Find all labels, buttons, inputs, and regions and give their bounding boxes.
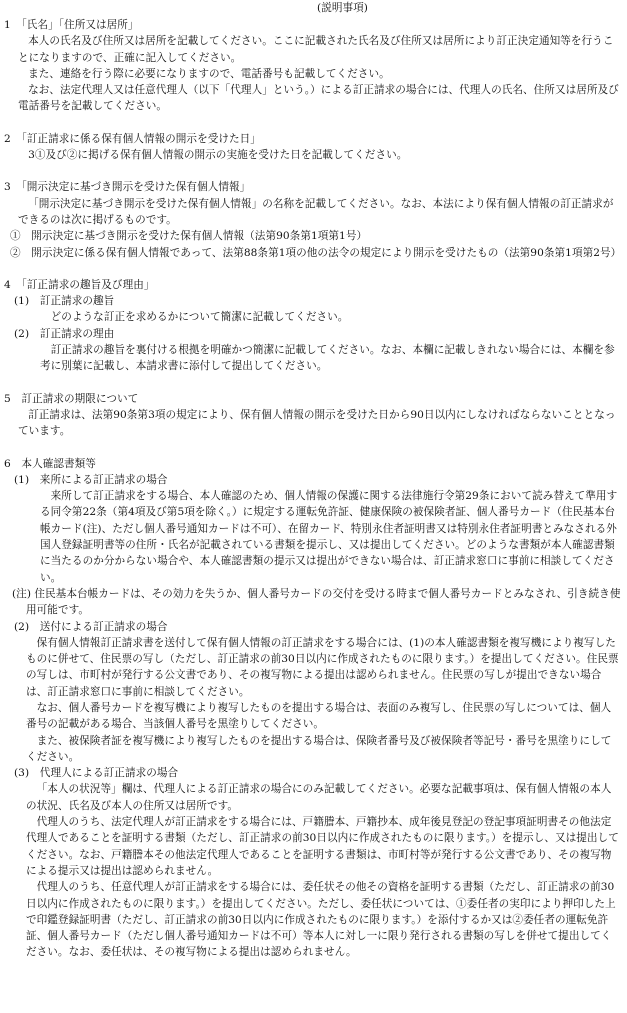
- subsection-heading: (2) 訂正請求の理由: [14, 327, 115, 340]
- section-4: [4, 277, 621, 375]
- subsection-body: なお、個人番号カードを複写機により複写したものを提出する場合は、表面のみ複写し、住民票の写しについては、個人番号の記載がある場合、当該個人番号を黒塗りしてください。: [26, 701, 612, 731]
- section-3: [4, 179, 621, 260]
- section-heading: 3 「開示決定に基づき開示を受けた保有個人情報」: [4, 181, 251, 194]
- subsection-body: 「本人の状況等」欄は、代理人による訂正請求の場合にのみ記載してください。必要な記載事項は、保有個人情報の本人の状況、氏名及び本人の住所又は居所です。: [26, 783, 612, 812]
- subsection-body: 保有個人情報訂正請求書を送付して保有個人情報の訂正請求をする場合には、(1)の本人確認書類を複写機により複写したものに併せて、住民票の写し（ただし、訂正請求の前30日以内に作成されたものに限ります。）を提出してください。住民票の写しは、市町村が発行する公文書であり、その複写物による提出は認められません。住民票の写しが提出できない場合は、訂正請求窓口に事前に相談してください。: [26, 636, 619, 698]
- subsection-body: 来所して訂正請求をする場合、本人確認のため、個人情報の保護に関する法律施行令第29条において読み替えて準用する同令第22条（第4項及び第5項を除く。）に規定する運転免許証、健康保険の被保険者証、個人番号カード（住民基本台帳カード(注)、ただし個人番号通知カードは不可）、在留カード、特別永住者証明書又は特別永住者証明書とみなされる外国人登録証明書等の住所・氏名が記載されている書類を提示し、又は提出してください。どのような書類が本人確認書類に当たるのか分からない場合や、本人確認書類の提示又は提出ができない場合は、訂正請求窓口に事前に相談してください。: [40, 490, 618, 584]
- section-2: [4, 131, 621, 164]
- subsection-heading: (3) 代理人による訂正請求の場合: [14, 767, 179, 780]
- section-paragraph: 3①及び②に掲げる保有個人情報の開示の実施を受けた日を記載してください。: [28, 149, 408, 162]
- subsection-body: どのような訂正を求めるかについて簡潔に記載してください。: [50, 311, 349, 324]
- subsection-body: 代理人のうち、任意代理人が訂正請求をする場合には、委任状その他その資格を証明する書類（ただし、訂正請求の前30日以内に作成されたものに限ります。）を提出してください。ただし、委任状については、①委任者の実印により押印した上で印鑑登録証明書（ただし、訂正請求の前30日以内に作成されたものに限ります。）を添付するか又は②委任者の運転免許証、個人番号カード（ただし個人番号通知カードは不可）等本人に対し一に限り発行される書類の写しを併せて提出してください。なお、委任状は、その複写物による提出は認められません。: [26, 881, 616, 959]
- section-heading: 1 「氏名」「住所又は居所」: [4, 19, 139, 31]
- list-item: ② 開示決定に係る保有個人情報であって、法第88条第1項の他の法令の規定により開示を受けたもの（法第90条第1項第2号）: [10, 246, 622, 259]
- section-6: [4, 456, 621, 961]
- section-paragraph: 「開示決定に基づき開示を受けた保有個人情報」の名称を記載してください。なお、本法により保有個人情報の訂正請求ができるのは次に掲げるものです。: [18, 197, 614, 226]
- subsection-body: また、被保険者証を複写機により複写したものを提出する場合は、保険者番号及び被保険者等記号・番号を黒塗りにしてください。: [26, 734, 612, 763]
- section-heading: 4 「訂正請求の趣旨及び理由」: [4, 278, 155, 291]
- subsection-body: 訂正請求の趣旨を裏付ける根拠を明確かつ簡潔に記載してください。なお、本欄に記載しきれない場合には、本欄を参考に別葉に記載し、本請求書に添付して提出してください。: [40, 344, 615, 373]
- section-paragraph: また、連絡を行う際に必要になりますので、電話番号も記載してください。: [28, 67, 390, 80]
- section-heading: 6 本人確認書類等: [4, 457, 96, 470]
- section-paragraph: 訂正請求は、法第90条第3項の規定により、保有個人情報の開示を受けた日から90日以内にしなければならないこととなっています。: [18, 408, 616, 438]
- section-heading: 2 「訂正請求に係る保有個人情報の開示を受けた日」: [4, 132, 261, 145]
- section-paragraph: 本人の氏名及び住所又は居所を記載してください。ここに記載された氏名及び住所又は居所により訂正決定通知等を行うことになりますので、正確に記入してください。: [18, 35, 614, 64]
- subsection-heading: (1) 訂正請求の趣旨: [14, 295, 115, 308]
- subsection-body: 代理人のうち、法定代理人が訂正請求をする場合には、戸籍謄本、戸籍抄本、成年後見登記の登記事項証明書その他法定代理人であることを証明する書類（ただし、訂正請求の前30日以内に作成されたものに限ります。）を提示し、又は提出してください。なお、戸籍謄本その他法定代理人であることを証明する書類は、市町村等が発行する公文書であり、その複写物による提示又は提出は認められません。: [26, 816, 619, 877]
- subsection-heading: (1) 来所による訂正請求の場合: [14, 473, 168, 486]
- section-1: [4, 17, 621, 115]
- section-5: [4, 391, 621, 440]
- section-heading: 5 訂正請求の期限について: [4, 392, 139, 405]
- list-item: ① 開示決定に基づき開示を受けた保有個人情報（法第90条第1項第1号）: [10, 230, 368, 243]
- section-paragraph: なお、法定代理人又は任意代理人（以下「代理人」という。）による訂正請求の場合には、代理人の氏名、住所又は居所及び電話番号を記載してください。: [18, 84, 619, 113]
- subsection-heading: (2) 送付による訂正請求の場合: [14, 620, 168, 633]
- note: (注) 住民基本台帳カードは、その効力を失うか、個人番号カードの交付を受ける時まで個人番号カードとみなされ、引き続き使用可能です。: [12, 587, 621, 617]
- document-title: (説明事項): [317, 2, 368, 14]
